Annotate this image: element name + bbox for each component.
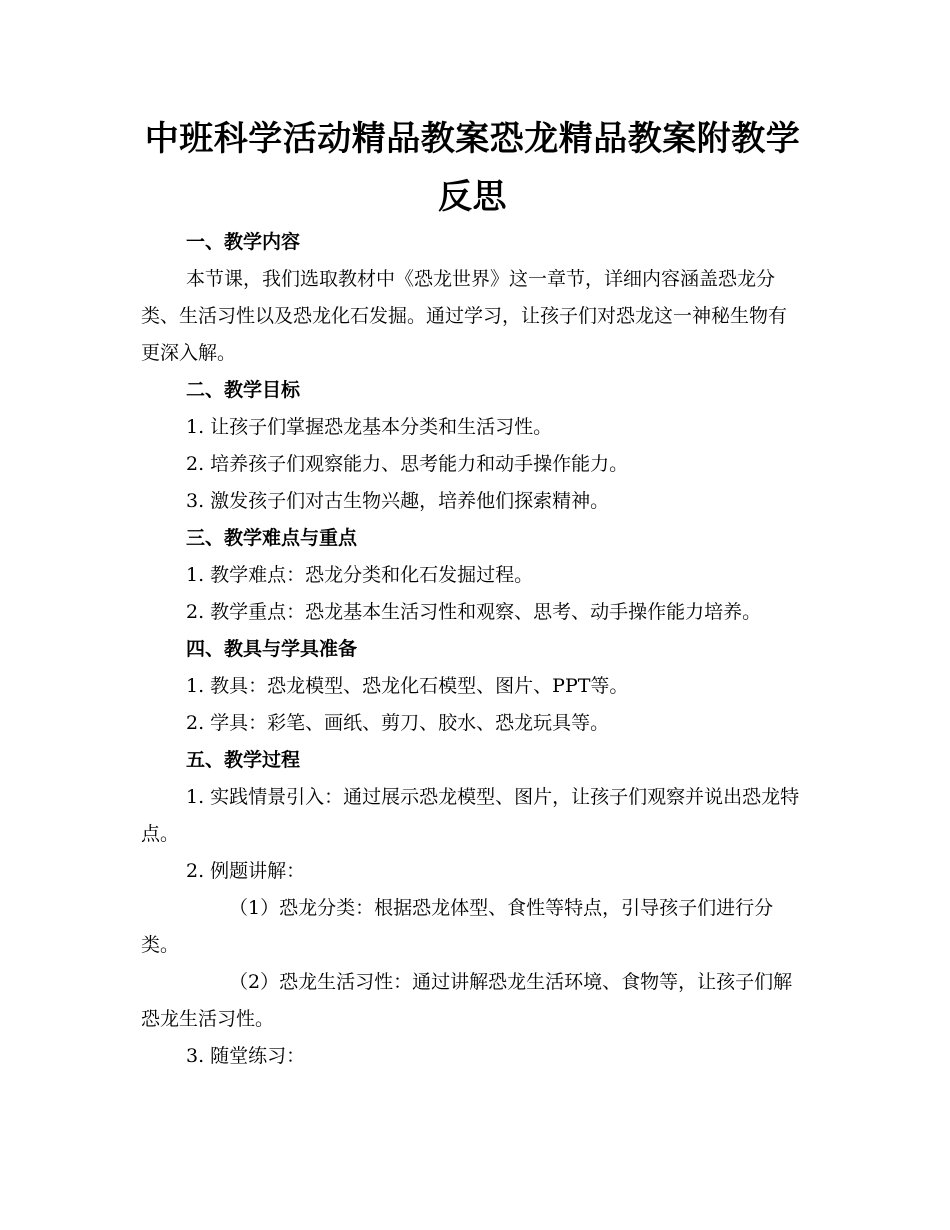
material-item: 2. 学具：彩笔、画纸、剪刀、胶水、恐龙玩具等。 bbox=[186, 712, 610, 734]
objective-item: 1. 让孩子们掌握恐龙基本分类和生活习性。 bbox=[186, 416, 553, 438]
section-heading-materials: 四、教具与学具准备 bbox=[186, 638, 358, 660]
material-item: 1. 教具：恐龙模型、恐龙化石模型、图片、PPT等。 bbox=[186, 675, 629, 697]
section-heading-key-points: 三、教学难点与重点 bbox=[186, 527, 358, 549]
document-body bbox=[141, 224, 804, 1075]
section-heading-objectives: 二、教学目标 bbox=[186, 379, 301, 401]
process-item: 3. 随堂练习： bbox=[186, 1045, 306, 1067]
key-point-item: 1. 教学难点：恐龙分类和化石发掘过程。 bbox=[186, 564, 534, 586]
objective-item: 3. 激发孩子们对古生物兴趣，培养他们探索精神。 bbox=[186, 490, 610, 512]
content-paragraph: 本节课，我们选取教材中《恐龙世界》这一章节，详细内容涵盖恐龙分类、生活习性以及恐龙化石发掘。通过学习，让孩子们对恐龙这一神秘生物有更深入解。 bbox=[141, 268, 788, 364]
objective-item: 2. 培养孩子们观察能力、思考能力和动手操作能力。 bbox=[186, 453, 629, 475]
process-subitem: （1）恐龙分类：根据恐龙体型、食性等特点，引导孩子们进行分类。 bbox=[141, 897, 774, 956]
section-heading-content: 一、教学内容 bbox=[186, 231, 301, 253]
key-point-item: 2. 教学重点：恐龙基本生活习性和观察、思考、动手操作能力培养。 bbox=[186, 601, 762, 623]
document-title: 中班科学活动精品教案恐龙精品教案附教学反思 bbox=[144, 119, 801, 217]
process-item: 1. 实践情景引入：通过展示恐龙模型、图片，让孩子们观察并说出恐龙特点。 bbox=[141, 786, 800, 845]
section-heading-process: 五、教学过程 bbox=[186, 749, 301, 771]
process-item: 2. 例题讲解： bbox=[186, 860, 306, 882]
process-subitem: （2）恐龙生活习性：通过讲解恐龙生活环境、食物等，让孩子们解恐龙生活习性。 bbox=[141, 971, 793, 1030]
